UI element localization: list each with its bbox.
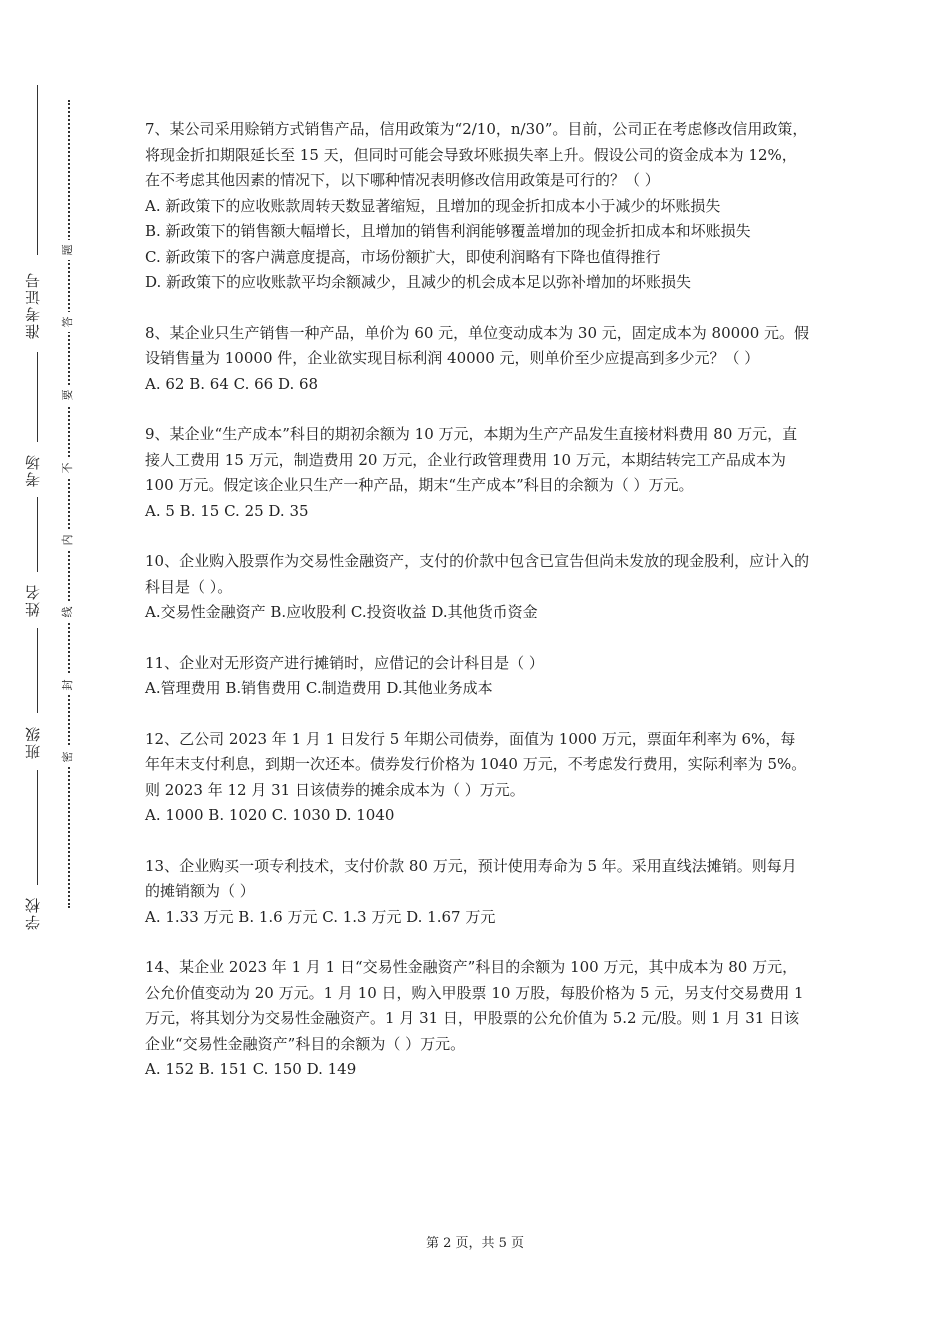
seal-char: 线 [58, 602, 78, 622]
question-stem: 8、某企业只生产销售一种产品，单价为 60 元，单位变动成本为 30 元，固定成本为 80000 元。假设销售量为 10000 件，企业欲实现目标利润 40000 元，则单价至少应提高到多少元？（ ） [145, 323, 810, 367]
field-label-exam-room: 考场 [24, 453, 42, 487]
seal-dotted-line [68, 100, 70, 908]
seal-char: 封 [58, 675, 78, 695]
question-stem: 11、企业对无形资产进行摊销时，应借记的会计科目是（ ） [145, 653, 544, 672]
option-d: D. 新政策下的应收账款平均余额减少，且减少的机会成本足以弥补增加的坏账损失 [145, 273, 692, 291]
question-stem: 9、某企业“生产成本”科目的期初余额为 10 万元，本期为生产产品发生直接材料费用 80 万元，直接人工费用 15 万元，制造费用 20 万元，企业行政管理费用 10 万元，本期结转完工产品成本为 100 万元。假定该企业只生产一种产品，期末“生产成本”科目的余额为（ ）万元。 [145, 425, 798, 494]
option-c: C. 新政策下的客户满意度提高，市场份额扩大，即使利润略有下降也值得推行 [145, 247, 661, 266]
field-line [37, 770, 38, 885]
question-13 [145, 854, 810, 931]
options-line: A. 5 B. 15 C. 25 D. 35 [145, 501, 309, 520]
field-label-class: 班级 [24, 725, 42, 759]
field-line [37, 85, 38, 255]
options-line: A. 1000 B. 1020 C. 1030 D. 1040 [145, 806, 395, 824]
question-list [145, 117, 810, 1108]
field-line [37, 497, 38, 572]
page-number: 第 2 页，共 5 页 [425, 1236, 525, 1251]
options-line: A. 1.33 万元 B. 1.6 万元 C. 1.3 万元 D. 1.67 万元 [145, 907, 496, 926]
binding-margin [0, 0, 100, 1344]
seal-char: 答 [58, 312, 78, 332]
field-label-exam-number: 准考证号 [24, 271, 42, 339]
field-line [37, 628, 38, 713]
question-stem: 10、企业购入股票作为交易性金融资产，支付的价款中包含已宣告但尚未发放的现金股利，应计入的科目是（ ）。 [145, 552, 810, 596]
question-11 [145, 651, 810, 702]
question-stem: 13、企业购买一项专利技术，支付价款 80 万元，预计使用寿命为 5 年。采用直线法摊销。则每月的摊销额为（ ） [145, 856, 797, 900]
question-7 [145, 117, 810, 296]
seal-char: 要 [58, 385, 78, 405]
options-line: A. 152 B. 151 C. 150 D. 149 [145, 1060, 357, 1078]
question-14 [145, 955, 810, 1083]
question-stem: 12、乙公司 2023 年 1 月 1 日发行 5 年期公司债券，面值为 1000 万元，票面年利率为 6%，每年年末支付利息，到期一次还本。债券发行价格为 1040 万元，不考虑发行费用，实际利率为 5%。则 2023 年 12 月 31 日该债券的摊余成本为（ ）万元。 [145, 729, 807, 799]
question-stem: 14、某企业 2023 年 1 月 1 日“交易性金融资产”科目的余额为 100 万元，其中成本为 80 万元，公允价值变动为 20 万元。1 月 10 日，购入甲股票 10 万股，每股价格为 5 元，另支付交易费用 1 万元，将其划分为交易性金融资产。1 月 31 日，甲股票的公允价值为 5.2 元/股。则 1 月 31 日该企业“交易性金融资产”科目的余额为（ ）万元。 [145, 958, 804, 1053]
question-9 [145, 422, 810, 524]
seal-char: 密 [58, 747, 78, 767]
options-line: A. 62 B. 64 C. 66 D. 68 [145, 374, 319, 393]
question-10 [145, 549, 810, 626]
question-stem: 7、某公司采用赊销方式销售产品，信用政策为“2/10，n/30”。目前，公司正在考虑修改信用政策，将现金折扣期限延长至 15 天，但同时可能会导致坏账损失率上升。假设公司的资金成本为 12%，在不考虑其他因素的情况下，以下哪种情况表明修改信用政策是可行的？（ ） [145, 120, 808, 189]
field-label-school: 学校 [24, 896, 42, 930]
question-8 [145, 321, 810, 398]
option-b: B. 新政策下的销售额大幅增长，且增加的销售利润能够覆盖增加的现金折扣成本和坏账损失 [145, 222, 751, 240]
seal-char: 题 [58, 240, 78, 260]
seal-char: 不 [58, 458, 78, 478]
field-label-name: 姓名 [24, 583, 42, 617]
options-line: A.交易性金融资产 B.应收股利 C.投资收益 D.其他货币资金 [145, 603, 538, 621]
option-a: A. 新政策下的应收账款周转天数显著缩短，且增加的现金折扣成本小于减少的坏账损失 [145, 196, 721, 215]
seal-char: 内 [58, 530, 78, 550]
field-line [37, 352, 38, 442]
options-line: A.管理费用 B.销售费用 C.制造费用 D.其他业务成本 [145, 679, 493, 697]
question-12 [145, 727, 810, 829]
